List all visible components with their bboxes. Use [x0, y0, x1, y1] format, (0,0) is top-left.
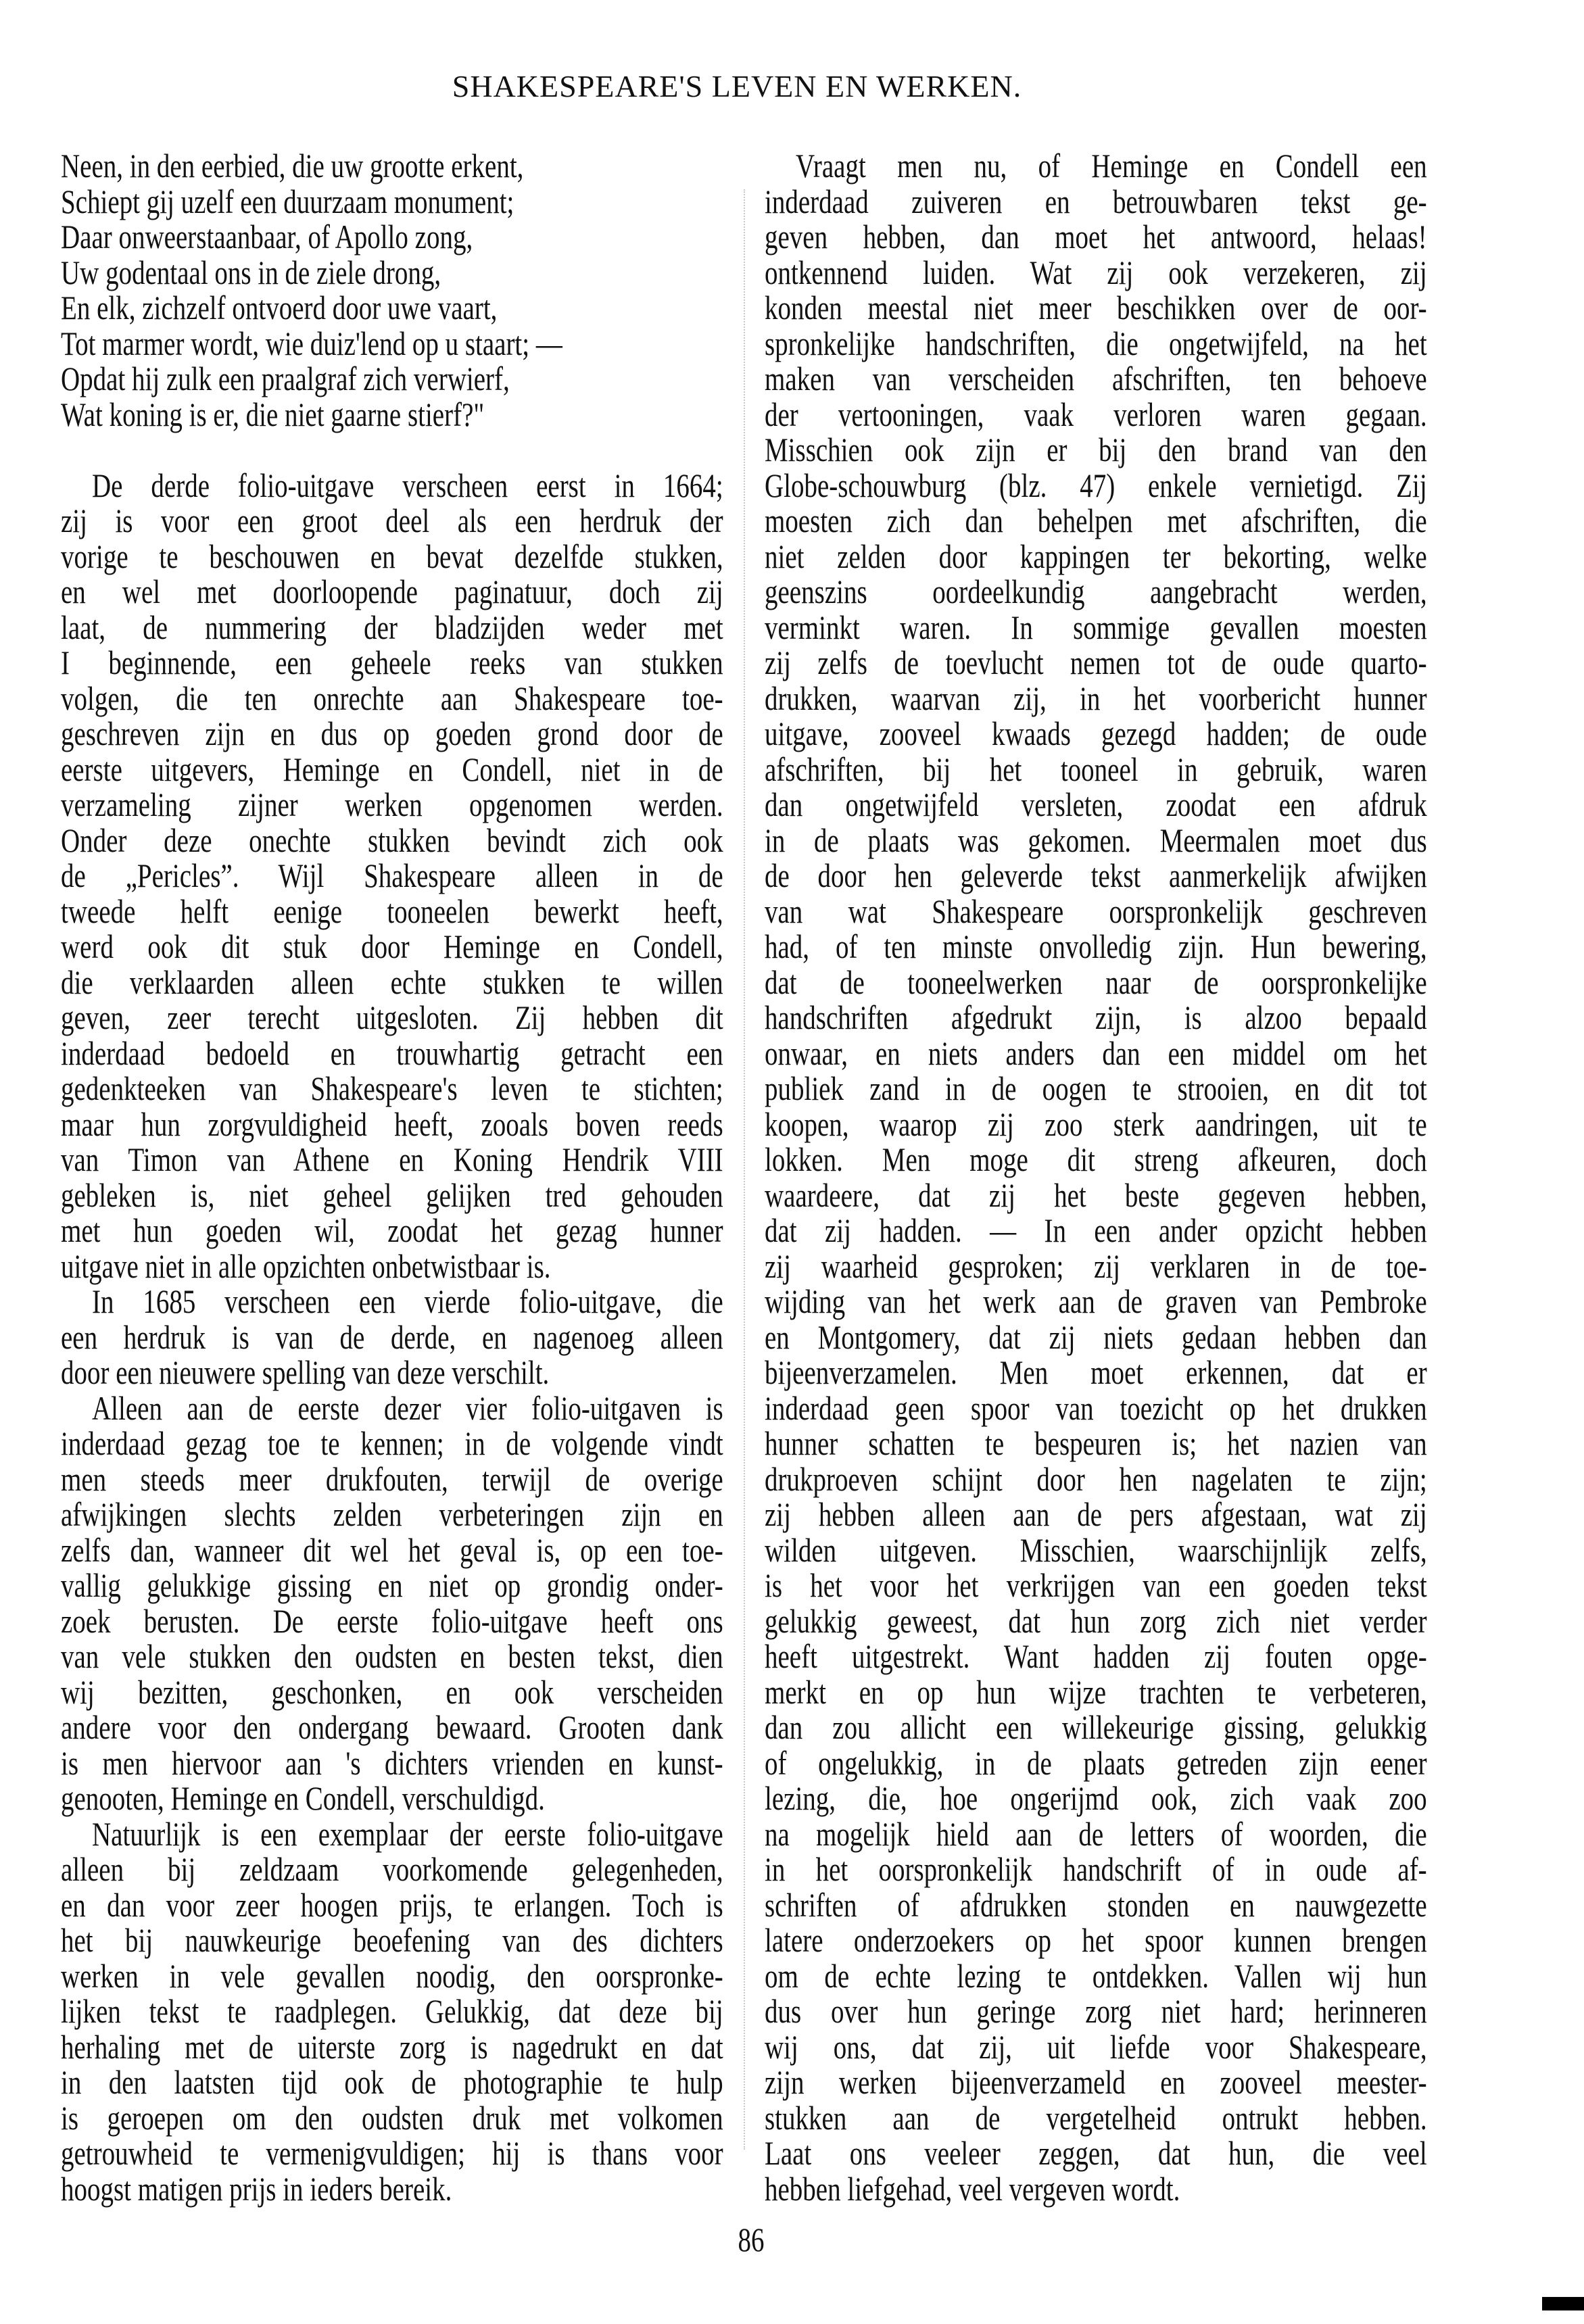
paragraph-line: der vertooningen, vaak verloren waren gegaan. [765, 395, 1427, 433]
paragraph-line: dus over hun geringe zorg niet hard; herinneren [765, 1992, 1427, 2030]
paragraph-line: na mogelijk hield aan de letters of woorden, die [765, 1814, 1427, 1853]
paragraph-line: inderdaad bedoeld en trouwhartig getracht een [61, 1034, 723, 1072]
paragraph-line: gedenkteeken van Shakespeare's leven te stichten; [61, 1069, 723, 1107]
paragraph-line: Globe-schouwburg (blz. 47) enkele vernietigd. Zij [765, 466, 1427, 504]
paragraph-line: Onder deze onechte stukken bevindt zich ook [61, 821, 723, 859]
poem-line: Uw godentaal ons in de ziele drong, [61, 253, 441, 291]
paragraph-line: gelukkig geweest, dat hun zorg zich niet verder [765, 1601, 1427, 1640]
paragraph-line: vorige te beschouwen en bevat dezelfde stukken, [61, 537, 723, 575]
paragraph-line: afschriften, bij het tooneel in gebruik, waren [765, 750, 1427, 788]
paragraph-line: maar hun zorgvuldigheid heeft, zooals boven reeds [61, 1105, 723, 1143]
paragraph-line: herhaling met de uiterste zorg is nagedrukt en dat [61, 2027, 723, 2066]
scan-edge-mark [1542, 2297, 1584, 2310]
paragraph-line: en dan voor zeer hoogen prijs, te erlangen. Toch is [61, 1885, 723, 1924]
paragraph-line: de door hen geleverde tekst aanmerkelijk afwijken [765, 856, 1427, 894]
poem-line: Wat koning is er, die niet gaarne stierf?" [61, 395, 485, 433]
paragraph-line: merkt en op hun wijze trachten te verbeteren, [765, 1672, 1427, 1711]
paragraph-line: men steeds meer drukfouten, terwijl de overige [61, 1459, 723, 1498]
paragraph-line: zij is voor een groot deel als een herdruk der [61, 502, 723, 539]
paragraph-line: had, of ten minste onvolledig zijn. Hun bewering, [765, 927, 1427, 965]
paragraph-line: koopen, waarop zij zoo sterk aandringen, uit te [765, 1105, 1427, 1143]
paragraph-line: verminkt waren. In sommige gevallen moesten [765, 608, 1427, 646]
paragraph-line: ontkennend luiden. Wat zij ook verzekeren, zij [765, 253, 1427, 291]
paragraph-line: werd ook dit stuk door Heminge en Condell, [61, 927, 723, 965]
paragraph-line: afwijkingen slechts zelden verbeteringen zijn en [61, 1495, 723, 1533]
paragraph-line: andere voor den ondergang bewaard. Grooten dank [61, 1708, 723, 1746]
paragraph-line: verzameling zijner werken opgenomen werden. [61, 785, 723, 823]
paragraph-line: waardeere, dat zij het beste gegeven hebben, [765, 1176, 1427, 1214]
paragraph-line: Misschien ook zijn er bij den brand van den [765, 431, 1427, 468]
paragraph-line: lijken tekst te raadplegen. Gelukkig, dat deze bij [61, 1992, 723, 2030]
paragraph-line: I beginnende, een geheele reeks van stukken [61, 644, 723, 681]
poem-line: En elk, zichzelf ontvoerd door uwe vaart, [61, 289, 498, 326]
paragraph-line: De derde folio-uitgave verscheen eerst in 1664; [92, 466, 723, 504]
paragraph-line: lokken. Men moge dit streng afkeuren, doch [765, 1140, 1427, 1178]
paragraph-line: drukproeven schijnt door hen nagelaten te zijn; [765, 1459, 1427, 1498]
paragraph-line: van vele stukken den oudsten en besten tekst, dien [61, 1637, 723, 1675]
paragraph-line: uitgave niet in alle opzichten onbetwistbaar is. [61, 1246, 551, 1285]
paragraph-line: hebben liefgehad, veel vergeven wordt. [765, 2169, 1180, 2208]
paragraph-line: Alleen aan de eerste dezer vier folio-uitgaven is [92, 1388, 723, 1427]
paragraph-line: zoek berusten. De eerste folio-uitgave heeft ons [61, 1601, 723, 1640]
paragraph-line: is het voor het verkrijgen van een goeden tekst [765, 1566, 1427, 1604]
paragraph-line: in den laatsten tijd ook de photographie te hulp [61, 2063, 723, 2101]
blank-line [61, 432, 723, 468]
paragraph-line: publiek zand in de oogen te strooien, en dit tot [765, 1069, 1427, 1107]
poem-line: Opdat hij zulk een praalgraf zich verwierf, [61, 360, 510, 397]
paragraph-line: zij hebben alleen aan de pers afgestaan, wat zij [765, 1495, 1427, 1533]
paragraph-line: is geroepen om den oudsten druk met volkomen [61, 2098, 723, 2137]
paragraph-line: geven, zeer terecht uitgesloten. Zij hebben dit [61, 998, 723, 1036]
paragraph-line: alleen bij zeldzaam voorkomende gelegenheden, [61, 1850, 723, 1888]
column-gutter-mark [744, 189, 745, 2150]
paragraph-line: dan ongetwijfeld versleten, zoodat een afdruk [765, 785, 1427, 823]
paragraph-line: hoogst matigen prijs in ieders bereik. [61, 2169, 452, 2208]
paragraph-line: In 1685 verscheen een vierde folio-uitgave, die [92, 1282, 723, 1320]
paragraph-line: zij waarheid gesproken; zij verklaren in de toe- [765, 1246, 1427, 1285]
paragraph-line: met hun goeden wil, zoodat het gezag hunner [61, 1211, 723, 1249]
paragraph-line: lezing, die, hoe ongerijmd ook, zich vaak zoo [765, 1779, 1427, 1817]
paragraph-line: inderdaad zuiveren en betrouwbaren tekst ge- [765, 182, 1427, 220]
paragraph-line: moesten zich dan behelpen met afschriften, die [765, 502, 1427, 539]
paragraph-line: werken in vele gevallen noodig, den oorspronke- [61, 1956, 723, 1995]
paragraph-line: zelfs dan, wanneer dit wel het geval is, op een toe- [61, 1530, 723, 1569]
paragraph-line: van wat Shakespeare oorspronkelijk geschreven [765, 892, 1427, 930]
paragraph-line: maken van verscheiden afschriften, ten behoeve [765, 360, 1427, 397]
paragraph-line: wij ons, dat zij, uit liefde voor Shakespeare, [765, 2027, 1427, 2066]
paragraph-line: spronkelijke handschriften, die ongetwijfeld, na het [765, 324, 1427, 362]
paragraph-line: die verklaarden alleen echte stukken te willen [61, 963, 723, 1001]
paragraph-line: dat de tooneelwerken naar de oorspronkelijke [765, 963, 1427, 1001]
paragraph-line: wijding van het werk aan de graven van Pembroke [765, 1282, 1427, 1320]
paragraph-line: een herdruk is van de derde, en nagenoeg alleen [61, 1317, 723, 1356]
paragraph-line: tweede helft eenige tooneelen bewerkt heeft, [61, 892, 723, 930]
paragraph-line: bijeenverzamelen. Men moet erkennen, dat er [765, 1353, 1427, 1391]
paragraph-line: onwaar, en niets anders dan een middel om het [765, 1034, 1427, 1072]
paragraph-line: schriften of afdrukken stonden en nauwgezette [765, 1885, 1427, 1924]
paragraph-line: eerste uitgevers, Heminge en Condell, niet in de [61, 750, 723, 788]
paragraph-line: vallig gelukkige gissing en niet op grondig onder- [61, 1566, 723, 1604]
paragraph-line: om de echte lezing te ontdekken. Vallen wij hun [765, 1956, 1427, 1995]
paragraph-line: volgen, die ten onrechte aan Shakespeare toe- [61, 679, 723, 717]
paragraph-line: dan zou allicht een willekeurige gissing, gelukkig [765, 1708, 1427, 1746]
paragraph-line: laat, de nummering der bladzijden weder met [61, 608, 723, 646]
paragraph-line: konden meestal niet meer beschikken over de oor- [765, 289, 1427, 326]
running-header-title: SHAKESPEARE'S LEVEN EN WERKEN. [452, 69, 1022, 103]
paragraph-line: in de plaats was gekomen. Meermalen moet dus [765, 821, 1427, 859]
paragraph-line: getrouwheid te vermenigvuldigen; hij is thans voor [61, 2134, 723, 2172]
paragraph-line: de „Pericles”. Wijl Shakespeare alleen in de [61, 856, 723, 894]
paragraph-line: van Timon van Athene en Koning Hendrik VIII [61, 1140, 723, 1178]
paragraph-line: niet zelden door kappingen ter bekorting, welke [765, 537, 1427, 575]
paragraph-line: drukken, waarvan zij, in het voorbericht hunner [765, 679, 1427, 717]
paragraph-line: het bij nauwkeurige beoefening van des dichters [61, 1921, 723, 1959]
paragraph-line: inderdaad gezag toe te kennen; in de volgende vindt [61, 1424, 723, 1462]
paragraph-line: hunner schatten te bespeuren is; het nazien van [765, 1424, 1427, 1462]
paragraph-line: Vraagt men nu, of Heminge en Condell een [796, 147, 1427, 185]
paragraph-line: handschriften afgedrukt zijn, is alzoo bepaald [765, 998, 1427, 1036]
right-column [765, 148, 1427, 2206]
paragraph-line: heeft uitgestrekt. Want hadden zij fouten opge- [765, 1637, 1427, 1675]
paragraph-line: geschreven zijn en dus op goeden grond door de [61, 715, 723, 752]
paragraph-line: zijn werken bijeenverzameld en zooveel meester- [765, 2063, 1427, 2101]
paragraph-line: door een nieuwere spelling van deze verschilt. [61, 1353, 550, 1391]
paragraph-line: en Montgomery, dat zij niets gedaan hebben dan [765, 1317, 1427, 1356]
paragraph-line: genooten, Heminge en Condell, verschuldigd. [61, 1779, 545, 1817]
paragraph-line: Laat ons veeleer zeggen, dat hun, die veel [765, 2134, 1427, 2172]
paragraph-line: uitgave, zooveel kwaads gezegd hadden; de oude [765, 715, 1427, 752]
page-number: 86 [738, 2221, 765, 2258]
poem-line: Daar onweerstaanbaar, of Apollo zong, [61, 218, 473, 256]
paragraph-line: wij bezitten, geschonken, en ook verscheiden [61, 1672, 723, 1711]
poem-line: Tot marmer wordt, wie duiz'lend op u staart; — [61, 324, 562, 362]
left-column [61, 148, 723, 2206]
paragraph-line: stukken aan de vergetelheid ontrukt hebben. [765, 2098, 1427, 2137]
paragraph-line: inderdaad geen spoor van toezicht op het drukken [765, 1388, 1427, 1427]
paragraph-line: gebleken is, niet geheel gelijken tred gehouden [61, 1176, 723, 1214]
paragraph-line: of ongelukkig, in de plaats getreden zijn eener [765, 1743, 1427, 1782]
paragraph-line: dat zij hadden. — In een ander opzicht hebben [765, 1211, 1427, 1249]
poem-line: Neen, in den eerbied, die uw grootte erkent, [61, 147, 524, 185]
poem-line: Schiept gij uzelf een duurzaam monument; [61, 182, 514, 220]
paragraph-line: is men hiervoor aan 's dichters vrienden en kunst- [61, 1743, 723, 1782]
paragraph-line: wilden uitgeven. Misschien, waarschijnlijk zelfs, [765, 1530, 1427, 1569]
paragraph-line: geenszins oordeelkundig aangebracht werden, [765, 573, 1427, 610]
paragraph-line: en wel met doorloopende paginatuur, doch zij [61, 573, 723, 610]
paragraph-line: zij zelfs de toevlucht nemen tot de oude quarto- [765, 644, 1427, 681]
paragraph-line: Natuurlijk is een exemplaar der eerste folio-uitgave [92, 1814, 723, 1853]
paragraph-line: in het oorspronkelijk handschrift of in oude af- [765, 1850, 1427, 1888]
paragraph-line: geven hebben, dan moet het antwoord, helaas! [765, 218, 1427, 256]
paragraph-line: latere onderzoekers op het spoor kunnen brengen [765, 1921, 1427, 1959]
